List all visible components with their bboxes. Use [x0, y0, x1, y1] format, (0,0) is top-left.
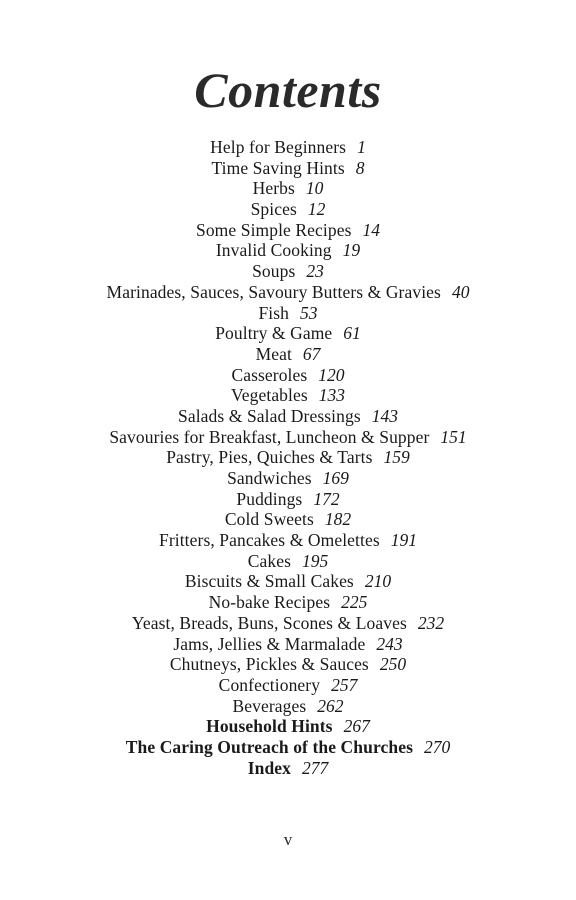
toc-entry-title: Meat [255, 343, 292, 364]
toc-entry [0, 592, 576, 613]
toc-entry-title: Yeast, Breads, Buns, Scones & Loaves [131, 612, 407, 633]
toc-entry-page: 67 [302, 343, 321, 364]
toc-entry-title: Household Hints [206, 716, 333, 737]
toc-entry-title: Pastry, Pies, Quiches & Tarts [166, 447, 373, 468]
toc-entry-title: The Caring Outreach of the Churches [125, 736, 413, 757]
toc-entry-title: Cakes [247, 550, 292, 571]
toc-entry-page: 225 [341, 592, 368, 613]
toc-entry-title: Herbs [252, 178, 295, 199]
toc-entry-title: Time Saving Hints [211, 157, 345, 178]
toc-entry-page: 250 [379, 654, 407, 675]
toc-entry-page: 8 [355, 157, 365, 178]
toc-entry-title: Salads & Salad Dressings [178, 405, 361, 426]
toc-entry [0, 178, 576, 199]
toc-entry-page: 151 [440, 426, 467, 447]
toc-entry-title: Chutneys, Pickles & Sauces [169, 654, 369, 675]
toc-entry [0, 737, 576, 758]
toc-entry-page: 270 [423, 736, 451, 757]
toc-entry [0, 199, 576, 220]
toc-entry [0, 447, 576, 468]
toc-entry-page: 182 [324, 509, 352, 530]
toc-entry-page: 257 [331, 674, 358, 695]
toc-entry [0, 634, 576, 655]
toc-entry [0, 282, 576, 303]
toc-entry [0, 530, 576, 551]
toc-entry-title: Jams, Jellies & Marmalade [173, 633, 366, 654]
toc-entry-title: Poultry & Game [215, 323, 333, 344]
toc-entry [0, 613, 576, 634]
toc-entry-page: 53 [300, 302, 318, 323]
toc-entry-title: Fritters, Pancakes & Omelettes [159, 530, 380, 551]
toc-entry-title: Cold Sweets [224, 509, 314, 530]
toc-entry-page: 10 [305, 178, 324, 199]
toc-entry [0, 489, 576, 510]
toc-entry-page: 1 [357, 137, 366, 157]
toc-entry [0, 406, 576, 427]
toc-entry-title: Beverages [232, 695, 307, 716]
toc-entry [0, 220, 576, 241]
toc-entry-page: 267 [343, 716, 370, 737]
toc-entry-title: Fish [258, 302, 290, 323]
toc-entry-page: 14 [362, 219, 380, 240]
toc-entry-title: Soups [252, 261, 296, 282]
toc-entry-title: Sandwiches [227, 468, 312, 488]
toc-entry-title: Index [247, 757, 292, 778]
toc-entry-page: 277 [302, 757, 329, 778]
toc-entry [0, 675, 576, 696]
toc-entry-page: 262 [317, 695, 344, 716]
toc-entry-title: Marinades, Sauces, Savoury Butters & Gravies [106, 281, 441, 302]
toc-entry [0, 571, 576, 592]
toc-entry [0, 158, 576, 179]
toc-entry-title: Savouries for Breakfast, Luncheon & Supper [109, 426, 430, 447]
toc-entry-page: 40 [451, 281, 470, 302]
toc-entry [0, 551, 576, 572]
toc-entry-title: Biscuits & Small Cakes [184, 571, 354, 592]
toc-entry [0, 758, 576, 779]
toc-entry-page: 19 [342, 240, 361, 261]
toc-entry-page: 61 [343, 323, 361, 344]
page-title: Contents [194, 61, 382, 118]
toc-entry [0, 716, 576, 737]
toc-entry-page: 169 [322, 468, 349, 488]
toc-entry-page: 195 [302, 550, 329, 571]
toc-entry-page: 159 [383, 447, 410, 468]
table-of-contents [0, 137, 576, 778]
toc-entry [0, 137, 576, 158]
toc-entry-page: 243 [376, 633, 403, 654]
toc-entry-page: 210 [364, 571, 392, 592]
toc-entry [0, 344, 576, 365]
toc-entry-page: 23 [306, 261, 324, 282]
toc-entry [0, 303, 576, 324]
toc-entry-page: 191 [390, 530, 417, 551]
page-number: v [283, 830, 293, 849]
toc-entry-title: Spices [250, 199, 297, 220]
toc-entry-page: 172 [313, 488, 340, 509]
toc-entry [0, 240, 576, 261]
toc-entry-title: Confectionery [218, 674, 321, 695]
toc-entry [0, 509, 576, 530]
toc-entry [0, 696, 576, 717]
toc-entry-page: 133 [318, 385, 346, 406]
toc-entry [0, 385, 576, 406]
toc-entry [0, 365, 576, 386]
toc-entry [0, 654, 576, 675]
toc-entry-page: 120 [318, 364, 345, 385]
toc-entry-title: Casseroles [231, 364, 308, 385]
toc-entry [0, 261, 576, 282]
toc-entry-page: 143 [371, 405, 398, 426]
toc-entry-title: Vegetables [230, 385, 308, 406]
toc-entry-title: Some Simple Recipes [196, 219, 352, 240]
toc-entry [0, 468, 576, 489]
toc-entry [0, 427, 576, 448]
toc-entry-page: 12 [307, 199, 326, 220]
toc-entry-title: Invalid Cooking [215, 240, 332, 261]
toc-entry-title: Help for Beginners [210, 137, 347, 157]
toc-entry-page: 232 [417, 612, 445, 633]
toc-entry [0, 323, 576, 344]
toc-entry-title: No-bake Recipes [208, 592, 331, 613]
toc-entry-title: Puddings [236, 488, 303, 509]
